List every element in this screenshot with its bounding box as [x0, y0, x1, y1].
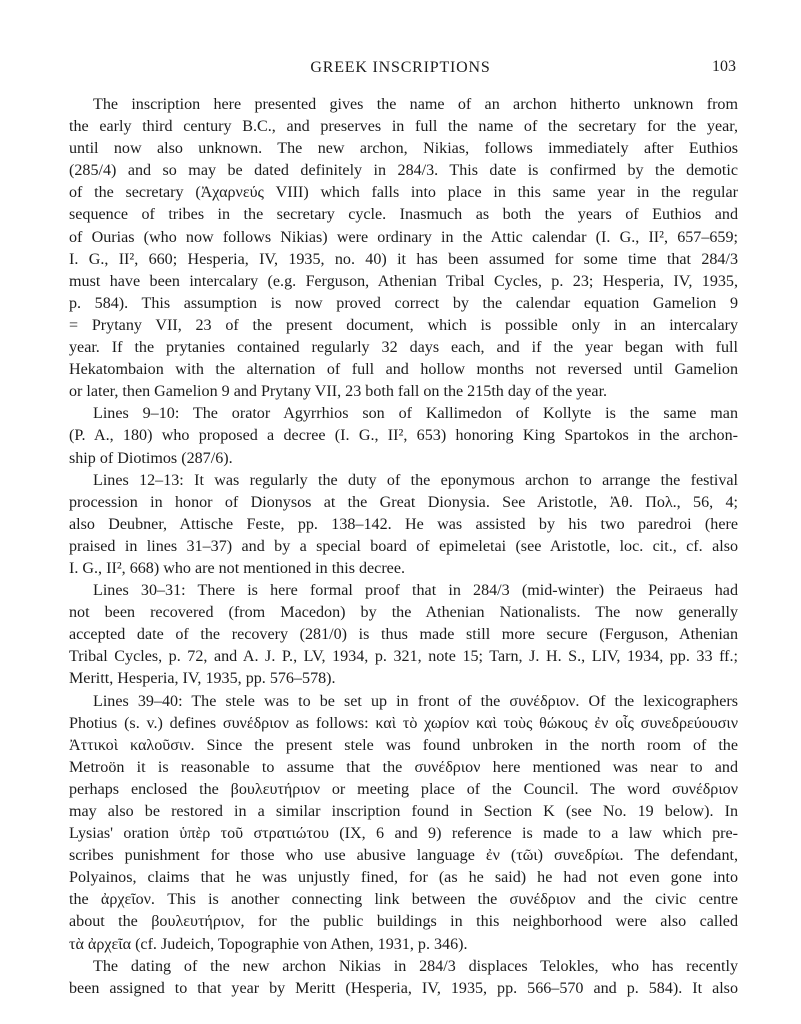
text-line: also Deubner, Attische Feste, pp. 138–142. He was assisted by his two paredroi (here [69, 515, 738, 533]
text-line: Meritt, Hesperia, IV, 1935, pp. 576–578). [69, 670, 336, 688]
text-line: of the secretary (Ἀχαρνεύς VIII) which falls into place in this same year in the regular [69, 184, 738, 202]
text-line: Lines 9–10: The orator Agyrrhios son of Kallimedon of Kollyte is the same man [93, 405, 738, 423]
text-line: until now also unknown. The new archon, Nikias, follows immediately after Euthios [69, 140, 738, 158]
text-line: the ἀρχεῖον. This is another connecting link between the συνέδριον and the civic centre [69, 891, 738, 909]
text-line: = Prytany VII, 23 of the present document, which is possible only in an intercalary [69, 316, 738, 334]
text-line: τὰ ἀρχεῖα (cf. Judeich, Topographie von Athen, 1931, p. 346). [69, 935, 468, 953]
text-line: Tribal Cycles, p. 72, and A. J. P., LV, 1934, p. 321, note 15; Tarn, J. H. S., LIV, 1934, pp. 33 ff.; [69, 648, 738, 666]
text-line: Metroön it is reasonable to assume that the συνέδριον here mentioned was near to and [69, 758, 738, 776]
running-title: GREEK INSCRIPTIONS [310, 59, 491, 76]
paragraph-intro [69, 94, 738, 403]
text-line: the early third century B.C., and preserves in full the name of the secretary for the year, [69, 118, 738, 136]
text-line: I. G., II², 660; Hesperia, IV, 1935, no. 40) it has been assumed for some time that 284/3 [69, 250, 738, 268]
paragraph-lines-12-13 [69, 470, 738, 580]
body-text [69, 94, 738, 1000]
text-line: may also be restored in a similar inscription found in Section K (see No. 19 below). In [69, 803, 738, 820]
text-line: I. G., II², 668) who are not mentioned in this decree. [69, 559, 405, 577]
text-line: sequence of tribes in the secretary cycle. Inasmuch as both the years of Euthios and [69, 206, 738, 224]
text-line: praised in lines 31–37) and by a special board of epimeletai (see Aristotle, loc. cit., cf. also [69, 537, 738, 555]
text-line: been assigned to that year by Meritt (Hesperia, IV, 1935, pp. 566–570 and p. 584). It also [69, 979, 738, 997]
paragraph-dating [69, 956, 738, 1000]
paragraph-lines-30-31 [69, 580, 738, 690]
text-line: must have been intercalary (e.g. Ferguson, Athenian Tribal Cycles, p. 23; Hesperia, IV, 1935, [69, 272, 738, 290]
text-line: (P. A., 180) who proposed a decree (I. G., II², 653) honoring King Spartokos in the archon- [69, 427, 738, 445]
text-line: not been recovered (from Macedon) by the Athenian Nationalists. The now generally [69, 604, 738, 622]
text-line: ship of Diotimos (287/6). [69, 449, 233, 467]
text-line: Lines 39–40: The stele was to be set up in front of the συνέδριον. Of the lexicographers [93, 692, 738, 710]
text-line: The inscription here presented gives the name of an archon hitherto unknown from [93, 96, 738, 113]
text-line: scribes punishment for those who use abusive language ἐν (τῶι) συνεδρίωι. The defendant, [69, 847, 738, 865]
text-line: Polyainos, claims that he was unjustly fined, for (as he said) he had not even gone into [69, 869, 738, 887]
text-line: (285/4) and so may be dated definitely in 284/3. This date is confirmed by the demotic [69, 162, 738, 180]
text-line: of Ourias (who now follows Nikias) were ordinary in the Attic calendar (I. G., II², 657–659; [69, 228, 738, 246]
paragraph-lines-39-40 [69, 691, 738, 956]
text-line: or later, then Gamelion 9 and Prytany VII, 23 both fall on the 215th day of the year. [69, 383, 608, 401]
text-line: Hekatombaion with the alternation of full and hollow months not reversed until Gamelion [69, 361, 738, 379]
text-line: about the βουλευτήριον, for the public buildings in this neighborhood were also called [69, 913, 738, 931]
paragraph-lines-9-10 [69, 403, 738, 469]
text-line: Lines 30–31: There is here formal proof that in 284/3 (mid-winter) the Peiraeus had [93, 582, 738, 600]
text-line: procession in honor of Dionysos at the Great Dionysia. See Aristotle, Ἀθ. Πολ., 56, 4; [69, 493, 738, 511]
text-line: p. 584). This assumption is now proved correct by the calendar equation Gamelion 9 [69, 294, 738, 312]
text-line: Lysias' oration ὑπὲρ τοῦ στρατιώτου (IX, 6 and 9) reference is made to a law which pre- [69, 825, 738, 843]
text-line: perhaps enclosed the βουλευτήριον or meeting place of the Council. The word συνέδριον [69, 780, 738, 798]
text-line: The dating of the new archon Nikias in 284/3 displaces Telokles, who has recently [93, 957, 738, 975]
text-line: Photius (s. v.) defines συνέδριον as follows: καὶ τὸ χωρίον καὶ τοὺς θώκους ἐν οἷς συνεδρεύουσιν [69, 714, 738, 732]
page-number: 103 [712, 58, 736, 75]
text-line: year. If the prytanies contained regularly 32 days each, and if the year began with full [69, 339, 738, 357]
text-line: Lines 12–13: It was regularly the duty of the eponymous archon to arrange the festival [93, 471, 738, 489]
text-line: Ἀττικοὶ καλοῦσιν. Since the present stele was found unbroken in the north room of the [69, 736, 738, 754]
text-line: accepted date of the recovery (281/0) is thus made still more secure (Ferguson, Athenian [69, 626, 738, 644]
